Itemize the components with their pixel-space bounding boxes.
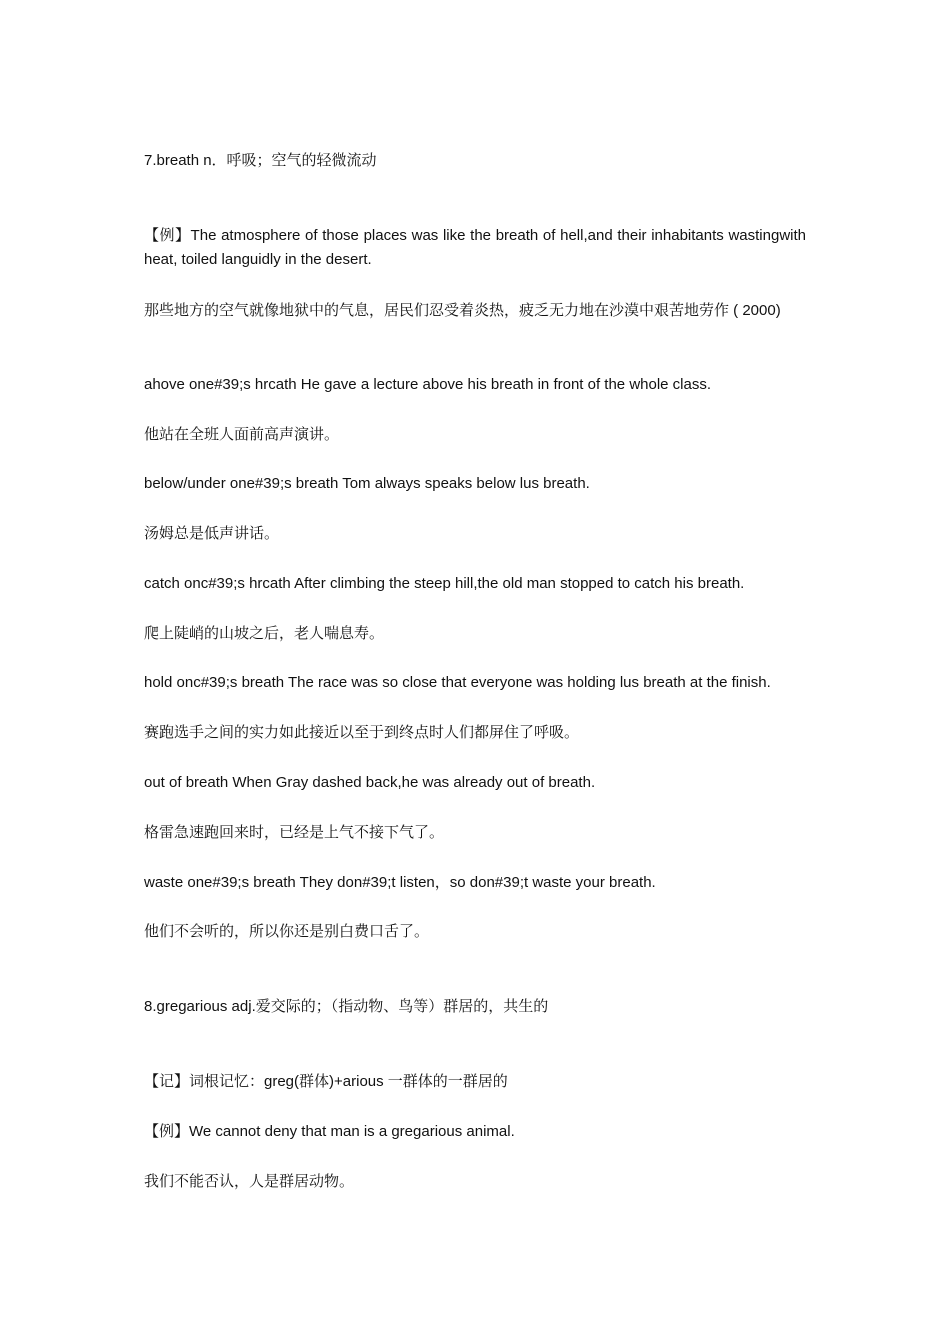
entry-heading-breath: 7.breath n．呼吸；空气的轻微流动 [144,152,377,169]
phrase-example: waste one#39;s breath They don#39;t listen，so don#39;t waste your breath. [144,874,656,891]
translation-text: 他们不会听的，所以你还是别白费口舌了。 [144,923,430,940]
translation-text: 爬上陡峭的山坡之后，老人喘息寿。 [144,625,385,642]
example-sentence: 【例】The atmosphere of those places was like the breath of hell,and their inhabitants wastingwith heat, toiled languidly in the desert. [144,227,806,268]
translation-text: 赛跑选手之间的实力如此接近以至于到终点时人们都屏住了呼吸。 [144,724,580,741]
phrase-example: ahove one#39;s hrcath He gave a lecture above his breath in front of the whole class. [144,376,712,393]
phrase-example: catch onc#39;s hrcath After climbing the steep hill,the old man stopped to catch his breath. [144,575,745,592]
translation-text: 格雷急速跑回来时，已经是上气不接下气了。 [144,824,445,841]
translation-text: 汤姆总是低声讲话。 [144,525,280,542]
phrase-example: hold onc#39;s breath The race was so close that everyone was holding lus breath at the finish. [144,674,771,691]
entry-heading-gregarious: 8.gregarious adj.爱交际的；（指动物、鸟等）群居的，共生的 [144,998,549,1015]
translation-text: 他站在全班人面前高声演讲。 [144,426,340,443]
phrase-example: out of breath When Gray dashed back,he was already out of breath. [144,774,596,791]
translation-text: 我们不能否认，人是群居动物。 [144,1173,355,1190]
translation-text: 那些地方的空气就像地狱中的气息，居民们忍受着炎热，疲乏无力地在沙漠中艰苦地劳作 ( 2000) [144,302,781,319]
example-sentence: 【例】We cannot deny that man is a gregarious animal. [144,1123,515,1140]
phrase-example: below/under one#39;s breath Tom always speaks below lus breath. [144,475,590,492]
memory-note: 【记】词根记忆：greg(群体)+arious 一群体的一群居的 [144,1073,508,1090]
